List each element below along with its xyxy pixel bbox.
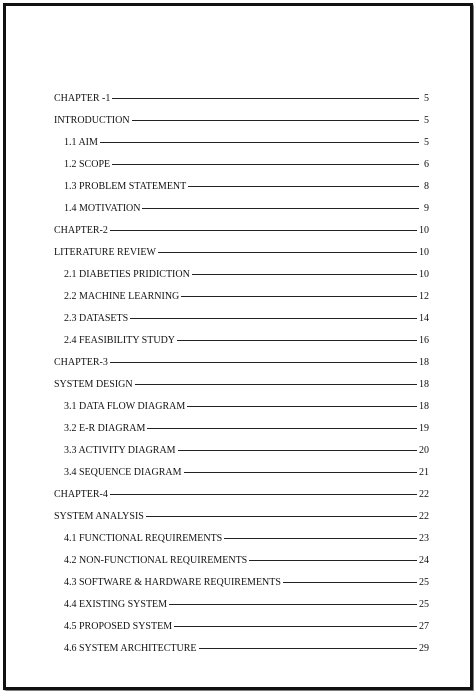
toc-entry-page-number: 6 [424, 159, 429, 170]
toc-entry[interactable] [54, 155, 429, 177]
toc-entry-page-number: 23 [419, 533, 429, 544]
toc-entry-title: 2.4 FEASIBILITY STUDY [64, 335, 176, 346]
toc-leader-line [135, 384, 417, 385]
toc-entry[interactable] [54, 463, 429, 485]
toc-entry[interactable] [54, 331, 429, 353]
toc-leader-line [188, 186, 419, 187]
toc-entry[interactable] [54, 551, 429, 573]
toc-entry[interactable] [54, 375, 429, 397]
toc-entry-title: 4.2 NON-FUNCTIONAL REQUIREMENTS [64, 555, 248, 566]
toc-entry[interactable] [54, 617, 429, 639]
toc-leader-line [100, 142, 419, 143]
toc-entry-title: SYSTEM ANALYSIS [54, 511, 144, 522]
toc-entry-title: 1.2 SCOPE [64, 159, 111, 170]
toc-leader-line [132, 120, 419, 121]
toc-entry-page-number: 9 [424, 203, 429, 214]
toc-entry[interactable] [54, 89, 429, 111]
toc-entry-page-number: 19 [419, 423, 429, 434]
toc-entry-page-number: 12 [419, 291, 429, 302]
toc-entry[interactable] [54, 507, 429, 529]
toc-leader-line [147, 428, 417, 429]
toc-entry-page-number: 5 [424, 137, 429, 148]
toc-entry-page-number: 25 [419, 599, 429, 610]
toc-entry[interactable] [54, 177, 429, 199]
toc-entry[interactable] [54, 397, 429, 419]
toc-leader-line [249, 560, 417, 561]
toc-entry-title: 1.4 MOTIVATION [64, 203, 141, 214]
toc-entry-title: SYSTEM DESIGN [54, 379, 133, 390]
toc-entry-title: CHAPTER-3 [54, 357, 108, 368]
toc-entry-page-number: 5 [424, 115, 429, 126]
toc-entry[interactable] [54, 639, 429, 661]
toc-entry-title: INTRODUCTION [54, 115, 130, 126]
toc-entry-title: 2.1 DIABETIES PRIDICTION [64, 269, 190, 280]
toc-entry[interactable] [54, 353, 429, 375]
toc-entry-title: CHAPTER -1 [54, 93, 111, 104]
toc-entry[interactable] [54, 265, 429, 287]
toc-leader-line [110, 230, 417, 231]
toc-entry-title: 2.2 MACHINE LEARNING [64, 291, 180, 302]
table-of-contents [54, 89, 429, 661]
toc-entry-page-number: 18 [419, 357, 429, 368]
toc-leader-line [177, 340, 417, 341]
toc-leader-line [112, 164, 419, 165]
toc-entry-page-number: 29 [419, 643, 429, 654]
toc-leader-line [130, 318, 417, 319]
toc-entry[interactable] [54, 485, 429, 507]
toc-entry-title: 3.4 SEQUENCE DIAGRAM [64, 467, 182, 478]
toc-entry-page-number: 20 [419, 445, 429, 456]
toc-entry-page-number: 10 [419, 247, 429, 258]
toc-entry-title: 2.3 DATASETS [64, 313, 129, 324]
toc-entry-title: 1.3 PROBLEM STATEMENT [64, 181, 187, 192]
toc-leader-line [110, 362, 417, 363]
toc-entry-page-number: 10 [419, 269, 429, 280]
toc-entry-page-number: 8 [424, 181, 429, 192]
toc-leader-line [178, 450, 417, 451]
toc-entry-page-number: 27 [419, 621, 429, 632]
toc-entry-title: 3.1 DATA FLOW DIAGRAM [64, 401, 186, 412]
toc-entry[interactable] [54, 221, 429, 243]
toc-leader-line [187, 406, 417, 407]
toc-entry-page-number: 10 [419, 225, 429, 236]
toc-leader-line [174, 626, 417, 627]
toc-entry-title: 1.1 AIM [64, 137, 98, 148]
toc-entry-title: 4.3 SOFTWARE & HARDWARE REQUIREMENTS [64, 577, 281, 588]
toc-entry-title: CHAPTER-2 [54, 225, 108, 236]
toc-entry[interactable] [54, 243, 429, 265]
toc-entry-page-number: 18 [419, 401, 429, 412]
toc-entry-page-number: 5 [424, 93, 429, 104]
toc-entry-title: 4.1 FUNCTIONAL REQUIREMENTS [64, 533, 223, 544]
toc-entry-title: 3.2 E-R DIAGRAM [64, 423, 146, 434]
toc-entry-title: 4.5 PROPOSED SYSTEM [64, 621, 173, 632]
toc-entry-title: LITERATURE REVIEW [54, 247, 156, 258]
toc-entry-title: 4.4 EXISTING SYSTEM [64, 599, 168, 610]
toc-entry-page-number: 18 [419, 379, 429, 390]
toc-entry-title: 4.6 SYSTEM ARCHITECTURE [64, 643, 197, 654]
toc-entry[interactable] [54, 199, 429, 221]
toc-entry[interactable] [54, 111, 429, 133]
toc-entry[interactable] [54, 595, 429, 617]
toc-entry[interactable] [54, 133, 429, 155]
toc-entry-page-number: 22 [419, 511, 429, 522]
toc-entry[interactable] [54, 419, 429, 441]
toc-leader-line [110, 494, 417, 495]
toc-leader-line [158, 252, 417, 253]
toc-leader-line [192, 274, 417, 275]
toc-leader-line [146, 516, 417, 517]
toc-entry-page-number: 16 [419, 335, 429, 346]
toc-entry[interactable] [54, 287, 429, 309]
toc-entry-page-number: 14 [419, 313, 429, 324]
toc-entry[interactable] [54, 573, 429, 595]
toc-entry-page-number: 25 [419, 577, 429, 588]
toc-entry-title: CHAPTER-4 [54, 489, 108, 500]
toc-leader-line [184, 472, 418, 473]
toc-leader-line [283, 582, 417, 583]
toc-entry-page-number: 22 [419, 489, 429, 500]
toc-leader-line [199, 648, 417, 649]
toc-leader-line [142, 208, 419, 209]
toc-entry[interactable] [54, 441, 429, 463]
toc-leader-line [169, 604, 417, 605]
toc-entry-title: 3.3 ACTIVITY DIAGRAM [64, 445, 176, 456]
toc-leader-line [181, 296, 417, 297]
toc-entry-page-number: 21 [419, 467, 429, 478]
toc-leader-line [224, 538, 417, 539]
toc-entry-page-number: 24 [419, 555, 429, 566]
toc-entry[interactable] [54, 309, 429, 331]
toc-entry[interactable] [54, 529, 429, 551]
toc-leader-line [112, 98, 419, 99]
